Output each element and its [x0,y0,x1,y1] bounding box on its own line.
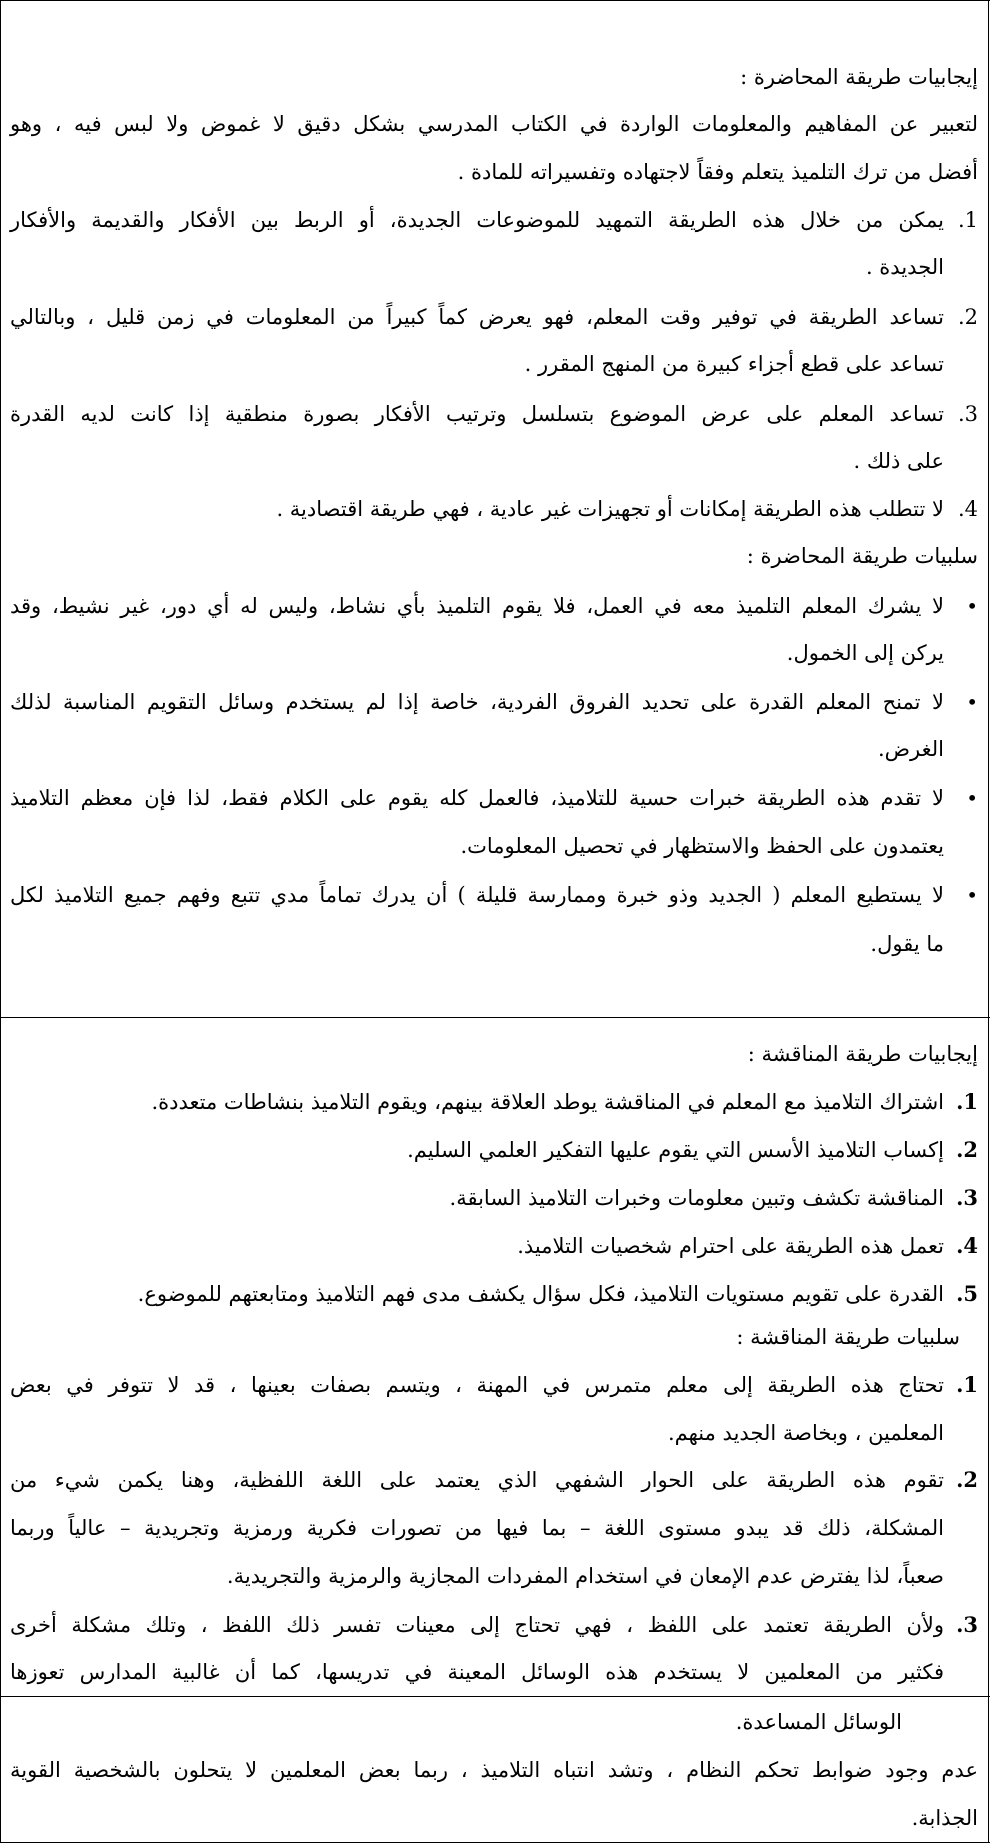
list-number: 3. [956,1612,978,1637]
bullet-mark: • [966,883,978,907]
list-item-line: القدرة على تقويم مستويات التلاميذ، فكل سؤال يكشف مدى فهم التلاميذ ومتابعتهم للموضوع. [137,1282,944,1306]
list-number: 2. [957,305,978,329]
bullet-line: الغرض. [877,737,944,761]
list-number: 5. [956,1281,978,1306]
paragraph-line: لتعبير عن المفاهيم والمعلومات الواردة في الكتاب المدرسي بشكل دقيق لا غموض ولا لبس فيه ، وهو [10,112,978,136]
continuation-section [0,1696,990,1842]
list-item-line: المعلمين ، وبخاصة الجديد منهم. [667,1421,944,1445]
list-number: 1. [957,208,978,232]
list-number: 2. [956,1137,978,1162]
paragraph-line: الجذابة. [911,1806,978,1830]
list-item-line: صعباً، لذا يفترض عدم الإمعان في استخدام المفردات المجازية والرمزية والتجريدية. [226,1564,944,1588]
bullet-mark: • [966,594,978,618]
section-heading: إيجابيات طريقة المحاضرة : [740,65,978,89]
continuation-line: الوسائل المساعدة. [735,1710,902,1734]
bullet-line: لا تقدم هذه الطريقة خبرات حسية للتلاميذ، فالعمل كله يقوم على الكلام فقط، لذا فإن معظم التلاميذ [10,786,944,810]
section-heading: سلبيات طريقة المحاضرة : [746,544,978,568]
list-item-line: المناقشة تكشف وتبين معلومات وخبرات التلاميذ السابقة. [449,1186,944,1210]
list-number: 2. [956,1467,978,1492]
paragraph-line: عدم وجود ضوابط تحكم النظام ، وتشد انتباه التلاميذ ، ربما بعض المعلمين لا يتحلون بالشخصية القوية [10,1758,978,1782]
list-number: 3. [957,402,978,426]
list-item-line: تساعد المعلم على عرض الموضوع بتسلسل وترتيب الأفكار بصورة منطقية إذا كانت لديه القدرة [10,402,944,426]
list-item-line: تعمل هذه الطريقة على احترام شخصيات التلاميذ. [517,1234,944,1258]
section-heading: سلبيات طريقة المناقشة : [736,1325,960,1349]
list-item-line: اشتراك التلاميذ مع المعلم في المناقشة يوطد العلاقة بينهم، ويقوم التلاميذ بنشاطات متعددة. [151,1090,944,1114]
list-number: 1. [956,1089,978,1114]
bullet-line: لا تمنح المعلم القدرة على تحديد الفروق الفردية، خاصة إذا لم يستخدم وسائل التقويم المناسبة لذلك [10,690,944,714]
section-heading: إيجابيات طريقة المناقشة : [747,1042,978,1066]
list-number: 4. [956,1233,978,1258]
bullet-line: ما يقول. [870,932,944,956]
bullet-line: يركن إلى الخمول. [786,641,944,665]
list-item-line: على ذلك . [853,449,944,473]
list-number: 3. [956,1185,978,1210]
bullet-line: يعتمدون على الحفظ والاستظهار في تحصيل المعلومات. [460,834,944,858]
bullet-line: لا يستطيع المعلم ( الجديد وذو خبرة وممارسة قليلة ) أن يدرك تماماً مدي تتبع وفهم جميع التلاميذ لكل [10,883,944,907]
list-item-line: تساعد على قطع أجزاء كبيرة من المنهج المقرر . [524,352,944,376]
bullet-mark: • [966,690,978,714]
bullet-line: لا يشرك المعلم التلميذ معه في العمل، فلا يقوم التلميذ بأي نشاط، وليس له أي دور، غير نشيط، وقد [10,594,944,618]
list-item-line: تساعد الطريقة في توفير وقت المعلم، فهو يعرض كماً كبيراً من المعلومات في زمن قليل ، وبالتالي [10,305,944,329]
list-number: 4. [957,497,978,521]
paragraph-line: أفضل من ترك التلميذ يتعلم وفقاً لاجتهاده وتفسيراته للمادة . [457,160,978,184]
list-item-line: تحتاج هذه الطريقة إلى معلم متمرس في المهنة ، ويتسم بصفات بعينها ، قد لا تتوفر في بعض [10,1373,944,1397]
bullet-mark: • [966,786,978,810]
list-item-line: فكثير من المعلمين لا يستخدم هذه الوسائل المعينة في تدريسها، كما أن غالبية المدارس تعوزها [10,1660,944,1684]
list-item-line: ولأن الطريقة تعتمد على اللفظ ، فهي تحتاج إلى معينات تفسر ذلك اللفظ ، وتلك مشكلة أخرى [10,1613,944,1637]
list-item-line: إكساب التلاميذ الأسس التي يقوم عليها التفكير العلمي السليم. [407,1138,944,1162]
list-item-line: يمكن من خلال هذه الطريقة التمهيد للموضوعات الجديدة، أو الربط بين الأفكار والقديمة والأفكار [10,208,944,232]
list-item-line: الجديدة . [865,255,944,279]
list-item-line: المشكلة، ذلك قد يبدو مستوى اللغة – بما فيها من تصورات فكرية ورمزية وتجريدية – عالياً وربما [10,1516,944,1540]
list-number: 1. [956,1372,978,1397]
discussion-method-section [0,1017,990,1696]
list-item-line: تقوم هذه الطريقة على الحوار الشفهي الذي يعتمد على اللغة اللفظية، وهنا يكمن شيء من [10,1468,944,1492]
list-item-line: لا تتطلب هذه الطريقة إمكانات أو تجهيزات غير عادية ، فهي طريقة اقتصادية . [276,497,944,521]
